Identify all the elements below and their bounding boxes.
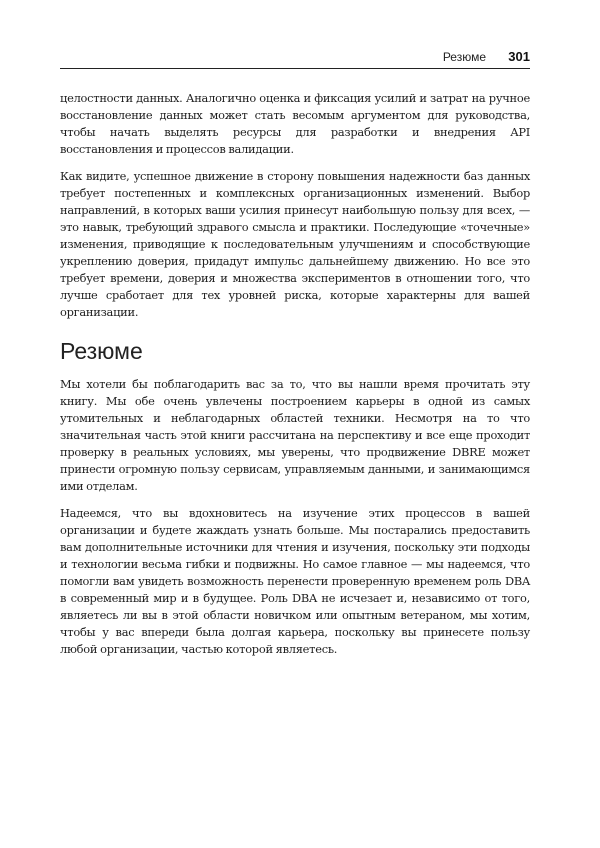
page-body <box>60 90 530 668</box>
body-paragraph: Как видите, успешное движение в сторону повышения надежности баз данных требует постепенных и комплексных организационных изменений. Выбор направлений, в которых ваши усилия принесут наибольшую пользу для всех, — это навык, требующий здравого смысла и практики. Последующие «точечные» изменения, приводящие к последовательным улучшениям и способствующие укреплению доверия, придадут импульс дальнейшему движению. Но все это требует времени, доверия и множества экспериментов в отношении того, что лучше сработает для тех уровней риска, которые характерны для вашей организации. <box>60 169 530 319</box>
page-number: 301 <box>508 49 530 64</box>
running-header <box>60 48 530 69</box>
running-header-title: Резюме <box>442 50 486 64</box>
body-paragraph: Надеемся, что вы вдохновитесь на изучение этих процессов в вашей организации и будете жаждать узнать больше. Мы постарались предоставить вам дополнительные источники для чтения и изучения, поскольку эти подходы и технологии весьма гибки и подвижны. Но самое главное — мы надеемся, что помогли вам увидеть возможность перенести проверенную временем роль DBA в современный мир и в будущее. Роль DBA не исчезает и, независимо от того, являетесь ли вы в этой области новичком или опытным ветераном, мы хотим, чтобы у вас впереди была долгая карьера, поскольку вы принесете пользу любой организации, частью которой являетесь. <box>60 506 530 656</box>
body-paragraph: целостности данных. Аналогично оценка и фиксация усилий и затрат на ручное восстановление данных может стать весомым аргументом для руководства, чтобы начать выделять ресурсы для разработки и внедрения API восстановления и процессов валидации. <box>60 91 530 156</box>
section-heading: Резюме <box>60 338 143 364</box>
body-paragraph: Мы хотели бы поблагодарить вас за то, что вы нашли время прочитать эту книгу. Мы обе очень увлечены построением карьеры в одной из самых утомительных и неблагодарных областей техники. Несмотря на то что значительная часть этой книги рассчитана на перспективу и все еще проходит проверку в реальных условиях, мы уверены, что продвижение DBRE может принести огромную пользу сервисам, управляемым данными, и занимающимся ими отделам. <box>60 377 530 493</box>
